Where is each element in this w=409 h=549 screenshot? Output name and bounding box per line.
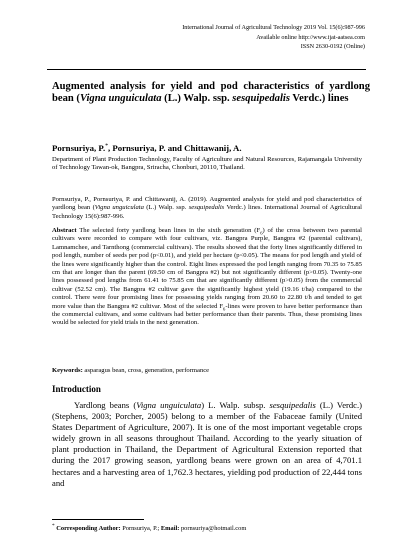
paper-title: Augmented analysis for yield and pod characteristics of yardlong bean (Vigna unguiculata (L.) Walp. ssp. sesquipedalis Verdc.) lines [52,81,370,105]
journal-url-line: Available online http://www.ijat-aatsea.com [256,33,365,41]
introduction-heading: Introduction [52,384,101,394]
author-affiliation: Department of Plant Production Technology, Faculty of Agriculture and Natural Resources, Rajamangala University of Technology Tawan-ok, Bangpra, Sriracha, Chonburi, 20110, Thailand. [52,156,362,172]
keywords-label: Keywords: [52,367,83,374]
keywords: Keywords: asparagus bean, cross, generation, performance [52,367,210,374]
header-divider [47,69,366,70]
abstract: Abstract The selected forty yardlong bean lines in the sixth generation $(F_6)$ of the cross between two parental cultivars were recorded to compare with four cultivars, viz. Bangpra Purple, Bangpra #2 (parental cultivars), Lamnamchee, and Tarnthong (commercial cultivars). The results showed that the forty lines significantly differed in pod length, number of seeds per pod (p<0.01), and yield per hectare (p<0.05). The means for pod length and yield of the lines were significantly higher than the control. Eight lines expressed the pod length ranging from 70.35 to 75.85 cm that are longer than the parent (69.50 cm of Bangpra #2) but not significantly different (p>0.05). Twenty-one lines possessed pod lengths from 61.41 to 75.85 cm that are significantly different (p>0.05) from the commercial cultivar (52.52 cm). The Bangpra #2 cultivar gave the significantly highest yield (19.16 t/ha) compared to the control. There were four promising lines for possessing yields ranging from 20.60 to 22.80 t/h and tended to get more value than the Bangpra #2 cultivar. Most of the selected $F_6$-lines were proven to have better performance than the commercial cultivars, and some cultivars had better performance than their parents. Thus, these promising lines would be selected for yield trials in the next generation. [52,227,363,327]
author-email: pornsuriya@hotmail.com [179,525,247,533]
journal-issn-line: ISSN 2630-0192 (Online) [300,43,365,51]
suggested-citation: Pornsuriya, P., Pornsuriya, P. and Chittawanij, A. (2019). Augmented analysis for yield and pod characteristics of yardlong bean (Vigna unguiculata (L.) Walp. ssp. sesquipedalis Verdc.) lines. International Journal of Agricultural Technology 15(6):987-996. [52,196,362,220]
abstract-label: Abstract [52,227,77,234]
footnote-divider [52,519,144,520]
corresponding-author-footnote: * Corresponding Author: Pornsuriya, P.; Email: pornsuriya@hotmail.com [52,523,247,533]
introduction-paragraph: Yardlong beans (Vigna unguiculata) L. Walp. subsp. sesquipedalis (L.) Verdc.) (Stephens, 2003; Porcher, 2005) belong to a member of the Fabaceae family (United States Department of Agriculture, 2007). It is one of the most important vegetable crops widely grown in all seasons throughout Thailand. According to the yearly situation of plant production in Thailand, the Department of Agricultural Extension reported that during the 2017 growing season, yardlong beans were grown on an area of 4,701.1 hectares and a harvesting area of 1,762.3 hectares, yielding pod production of 22,444 tons and [52,400,362,488]
journal-citation-line: International Journal of Agricultural Technology 2019 Vol. 15(6):987-996 [182,24,365,31]
corresponding-author-mark: * [105,143,108,149]
journal-header [182,23,365,52]
author-list: Pornsuriya, P.*, Pornsuriya, P. and Chittawanij, A. [52,142,242,153]
